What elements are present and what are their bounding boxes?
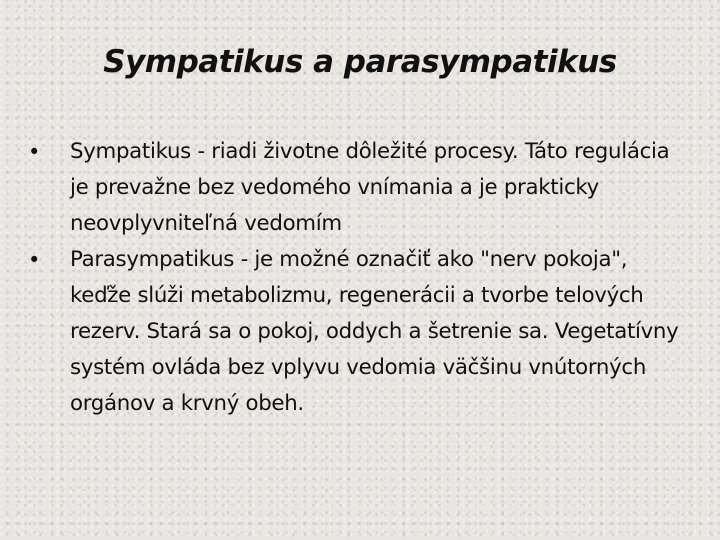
slide-title: Sympatikus a parasympatikus: [103, 44, 617, 80]
bullet-item-parasympatikus: [28, 242, 693, 422]
bullet-text: Sympatikus - riadi životne dôležité procesy. Táto regulácia je prevažne bez vedomého vnímania a je prakticky neovplyvniteľná vedomím: [70, 139, 670, 236]
bullet-marker: •: [28, 140, 41, 164]
bullet-item-sympatikus: [28, 134, 693, 242]
bullet-text: Parasympatikus - je možné označiť ako "nerv pokoja", keďže slúži metabolizmu, regenerácii a tvorbe telových rezerv. Stará sa o pokoj, oddych a šetrenie sa. Vegetatívny systém ovláda bez vplyvu vedomia väčšinu vnútorných orgánov a krvný obeh.: [70, 247, 679, 416]
bullet-marker: •: [28, 248, 41, 272]
bullet-list: [28, 134, 693, 422]
